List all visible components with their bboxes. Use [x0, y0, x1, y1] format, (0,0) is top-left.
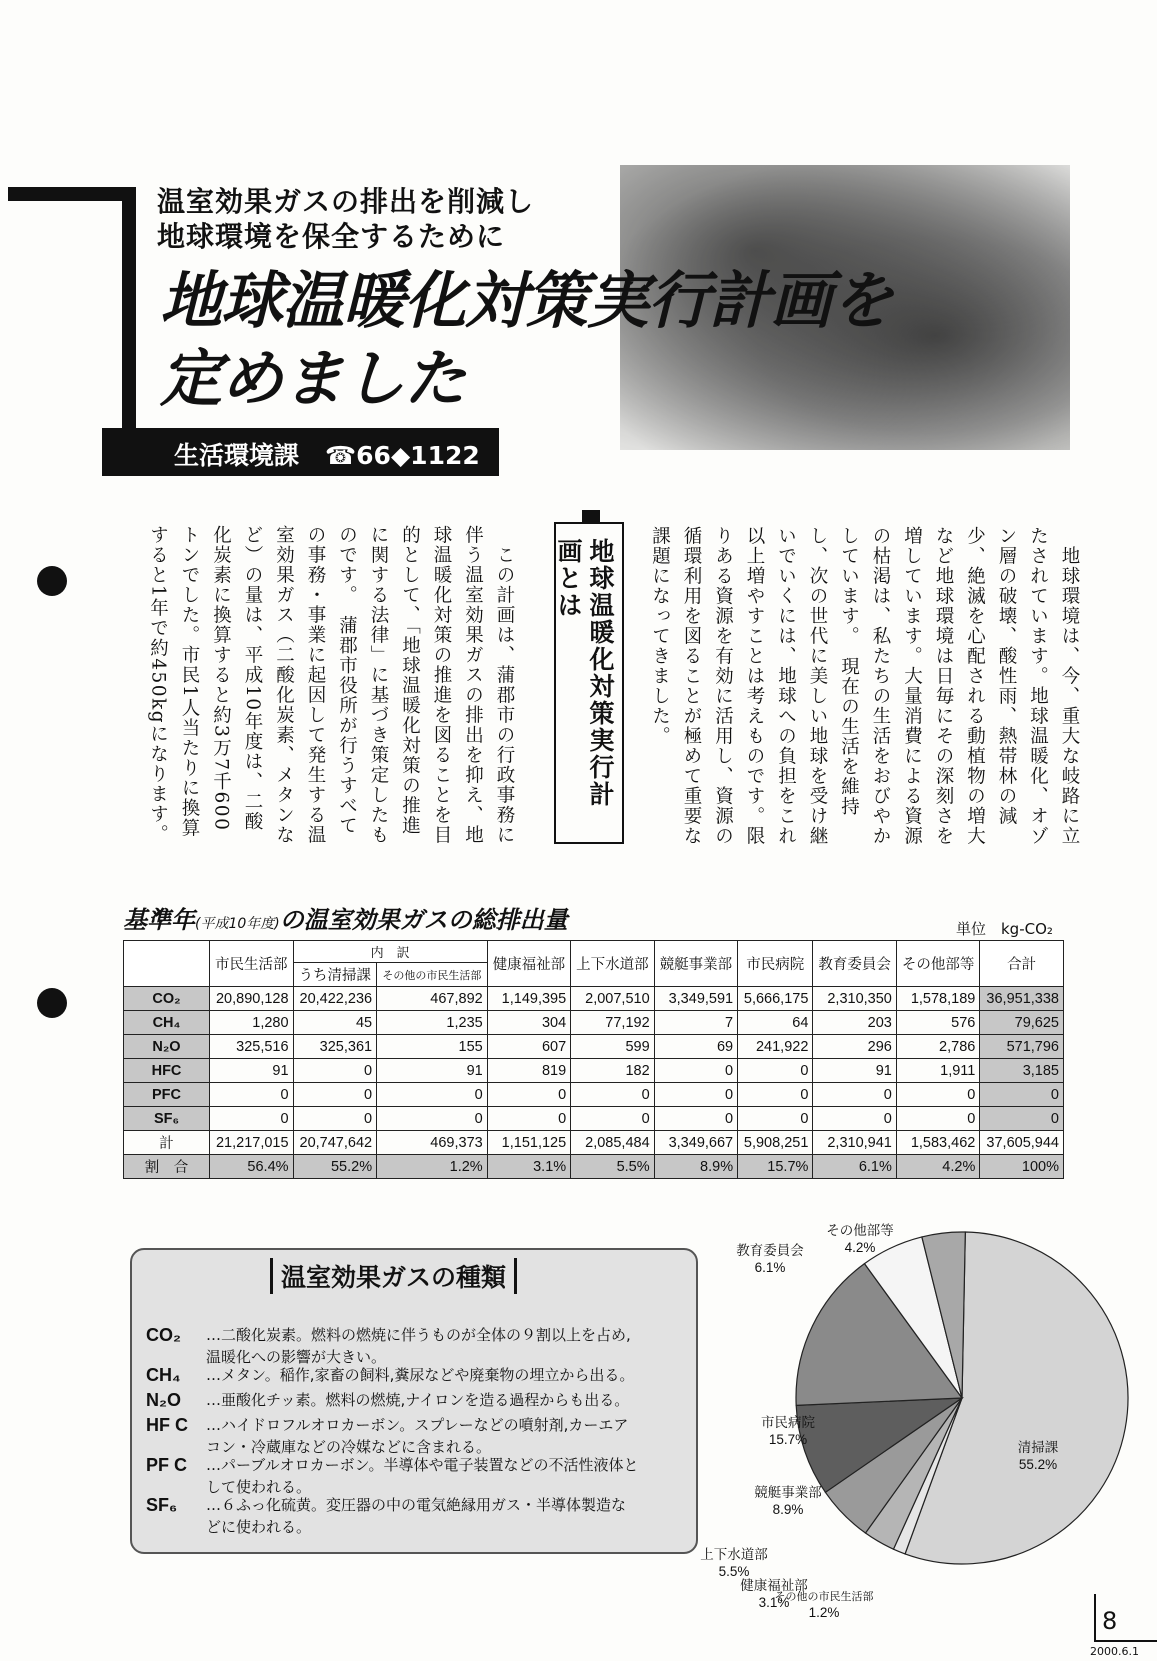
table-row: [124, 987, 1064, 1011]
gas-types-box: [130, 1248, 698, 1554]
table-cell: 467,892: [377, 987, 488, 1011]
gas-label: PFC: [124, 1083, 210, 1107]
binder-hole-1: [37, 566, 67, 596]
table-cell: 155: [377, 1035, 488, 1059]
gas-types-title: 温室効果ガスの種類: [270, 1258, 517, 1294]
pie-label: 教育委員会: [736, 1243, 804, 1258]
page-number: 8: [1102, 1607, 1118, 1635]
subtitle-line1: 温室効果ガスの排出を削減し: [157, 185, 535, 218]
table-cell: 0: [980, 1107, 1064, 1131]
ratio-label: 割 合: [124, 1155, 210, 1179]
table-cell: 64: [738, 1011, 813, 1035]
page-rule-vertical: [1094, 1594, 1096, 1642]
table-cell: 0: [377, 1107, 488, 1131]
table-cell: 0: [738, 1107, 813, 1131]
table-cell: 69: [654, 1035, 737, 1059]
table-cell: 0: [654, 1107, 737, 1131]
table-row: [124, 1059, 1064, 1083]
table-cell: 2,310,350: [813, 987, 896, 1011]
table-cell: 0: [571, 1107, 654, 1131]
table-row: [124, 1035, 1064, 1059]
table-cell: 2,786: [896, 1035, 979, 1059]
col-header: 競艇事業部: [654, 941, 737, 987]
table-cell: 325,361: [293, 1035, 377, 1059]
table-cell: 296: [813, 1035, 896, 1059]
department-name: 生活環境課: [174, 441, 300, 470]
table-cell: 0: [487, 1083, 570, 1107]
table-cell: 45: [293, 1011, 377, 1035]
pie-label: 市民病院: [761, 1415, 815, 1430]
section-heading: 地球温暖化対策実行計画とは: [554, 522, 624, 844]
gas-desc: …メタン。稲作,家畜の飼料,糞尿などや廃棄物の埋立から出る。: [206, 1366, 635, 1384]
ratio-row: 割 合 56.4% 55.2% 1.2% 3.1% 5.5% 8.9% 15.7% 6.1% 4.2% 100%: [124, 1155, 1064, 1179]
table-cell: 77,192: [571, 1011, 654, 1035]
gas-desc: …パーブルオロカーボン。半導体や電子装置などの不活性液体と して使われる。: [206, 1456, 639, 1496]
pie-value-label: 1.2%: [808, 1605, 840, 1620]
col-header: うち清掃課: [293, 963, 377, 987]
table-cell: 1,578,189: [896, 987, 979, 1011]
table-cell: 1,280: [210, 1011, 294, 1035]
pie-value-label: 15.7%: [768, 1432, 808, 1447]
col-header: 上下水道部: [571, 941, 654, 987]
table-cell: 91: [210, 1059, 294, 1083]
table-cell: 1,235: [377, 1011, 488, 1035]
table-cell: 0: [487, 1107, 570, 1131]
table-cell: 36,951,338: [980, 987, 1064, 1011]
gas-key: CH₄: [146, 1365, 181, 1385]
gas-label: CO₂: [124, 987, 210, 1011]
page-rule-horizontal: [1094, 1640, 1157, 1642]
table-cell: 0: [293, 1083, 377, 1107]
gas-desc: …亜酸化チッ素。燃料の燃焼,ナイロンを造る過程からも出る。: [206, 1391, 630, 1409]
gas-desc: …６ふっ化硫黄。変圧器の中の電気絶縁用ガス・半導体製造な どに使われる。: [206, 1496, 627, 1536]
corner-cell: [124, 941, 210, 987]
table-cell: 0: [293, 1059, 377, 1083]
table-row: [124, 1083, 1064, 1107]
col-header: 教育委員会: [813, 941, 896, 987]
gas-key: N₂O: [146, 1390, 181, 1410]
table-cell: 0: [654, 1083, 737, 1107]
total-row: 計 21,217,015 20,747,642 469,373 1,151,125 2,085,484 3,349,667 5,908,251 2,310,941 1,583,462 37,605,944: [124, 1131, 1064, 1155]
table-cell: 182: [571, 1059, 654, 1083]
pie-value-label: 4.2%: [844, 1240, 876, 1255]
pie-label: 上下水道部: [700, 1547, 768, 1562]
table-cell: 304: [487, 1011, 570, 1035]
pie-value-label: 55.2%: [1018, 1457, 1058, 1472]
title-line2: 定めました: [160, 342, 466, 415]
issue-date: 2000.6.1: [1090, 1645, 1139, 1658]
table-cell: 0: [654, 1059, 737, 1083]
table-cell: 91: [813, 1059, 896, 1083]
pie-label: 競艇事業部: [754, 1485, 822, 1500]
gas-label: CH₄: [124, 1011, 210, 1035]
table-cell: 0: [377, 1083, 488, 1107]
gas-label: N₂O: [124, 1035, 210, 1059]
gas-desc: …二酸化炭素。燃料の燃焼に伴うものが全体の９割以上を占め, 温暖化への影響が大きい。: [206, 1326, 631, 1366]
binder-hole-2: [37, 988, 67, 1018]
table-cell: 91: [377, 1059, 488, 1083]
table-cell: 0: [896, 1107, 979, 1131]
total-label: 計: [124, 1131, 210, 1155]
intro-column-b: この計画は、蒲郡市の行政事務に伴う温室効果ガスの排出を抑え、地球温暖化対策の推進を図ることを目的として、「地球温暖化対策の推進に関する法律」に基づき策定したものです。 蒲郡市役所が行うすべての事務・事業に起因して発生する温室効果ガス（二酸化炭素、メタンなど）の量は、平成10年度は、二酸化炭素に換算すると約3万7千600トンでした。市民1人当たりに換算すると1年で約450kgになります。: [147, 525, 515, 845]
table-cell: 576: [896, 1011, 979, 1035]
table-title: 基準年(平成10年度)の温室効果ガスの総排出量: [123, 906, 568, 934]
table-cell: 0: [813, 1083, 896, 1107]
pie-value-label: 6.1%: [754, 1260, 786, 1275]
table-cell: 7: [654, 1011, 737, 1035]
table-cell: 1,911: [896, 1059, 979, 1083]
pie-label: その他の市民生活部: [774, 1591, 874, 1603]
gas-label: SF₆: [124, 1107, 210, 1131]
table-cell: 20,422,236: [293, 987, 377, 1011]
table-cell: 0: [571, 1083, 654, 1107]
section-mark: [582, 510, 600, 522]
table-cell: 571,796: [980, 1035, 1064, 1059]
gas-key: PF C: [146, 1455, 188, 1475]
table-cell: 0: [293, 1107, 377, 1131]
emissions-table: [123, 940, 1064, 1179]
col-header: 合計: [980, 941, 1064, 987]
title-line1: 地球温暖化対策実行計画を: [160, 264, 893, 337]
table-cell: 241,922: [738, 1035, 813, 1059]
pie-label: 健康福祉部: [740, 1578, 808, 1593]
pie-value-label: 5.5%: [718, 1564, 750, 1579]
intro-column-a: 地球環境は、今、重大な岐路に立たされています。地球温暖化、オゾン層の破壊、酸性雨、熱帯林の減少、絶滅を心配される動植物の増大など地球環境は日毎にその深刻さを増しています。大量消費による資源の枯渇は、私たちの生活をおびやかしています。 現在の生活を維持し、次の世代に美しい地球を受け継いでいくには、地球への負担をこれ以上増やすことは考えものです。限りある資源を有効に活用し、資源の循環利用を図ることが極めて重要な課題になってきました。: [649, 526, 1080, 846]
table-cell: 0: [896, 1083, 979, 1107]
table-cell: 2,007,510: [571, 987, 654, 1011]
table-row: [124, 1107, 1064, 1131]
pie-value-label: 3.1%: [758, 1595, 790, 1610]
col-header: その他の市民生活部: [377, 963, 488, 987]
col-header: その他部等: [896, 941, 979, 987]
emissions-pie-chart: [700, 1222, 1148, 1620]
table-cell: 79,625: [980, 1011, 1064, 1035]
subtitle-line2: 地球環境を保全するために: [157, 220, 506, 253]
pie-value-label: 8.9%: [772, 1502, 804, 1517]
table-unit: 単位 kg-CO₂: [956, 920, 1053, 938]
gas-key: CO₂: [146, 1325, 181, 1345]
table-cell: 5,666,175: [738, 987, 813, 1011]
gas-label: HFC: [124, 1059, 210, 1083]
table-cell: 0: [813, 1107, 896, 1131]
table-cell: 819: [487, 1059, 570, 1083]
table-cell: 20,890,128: [210, 987, 294, 1011]
table-cell: 0: [210, 1083, 294, 1107]
phone-number: ☎66◆1122: [325, 441, 480, 470]
table-cell: 325,516: [210, 1035, 294, 1059]
table-cell: 0: [738, 1059, 813, 1083]
gas-key: SF₆: [146, 1495, 178, 1515]
col-header: 健康福祉部: [487, 941, 570, 987]
bracket-vertical: [122, 187, 136, 442]
table-cell: 1,149,395: [487, 987, 570, 1011]
table-cell: 0: [210, 1107, 294, 1131]
table-cell: 3,185: [980, 1059, 1064, 1083]
bracket-top: [8, 187, 136, 201]
page-title: [160, 262, 1060, 418]
table-cell: 607: [487, 1035, 570, 1059]
breakdown-header: 内 訳: [293, 941, 487, 963]
gas-desc: …ハイドロフルオロカーボン。スプレーなどの噴射剤,カーエア コン・冷蔵庫などの冷媒などに含まれる。: [206, 1416, 629, 1456]
table-row: [124, 1011, 1064, 1035]
gas-key: HF C: [146, 1415, 188, 1435]
table-cell: 203: [813, 1011, 896, 1035]
table-cell: 0: [738, 1083, 813, 1107]
table-cell: 599: [571, 1035, 654, 1059]
table-cell: 0: [980, 1083, 1064, 1107]
pie-label: その他部等: [826, 1223, 894, 1238]
table-cell: 3,349,591: [654, 987, 737, 1011]
pie-label: 清掃課: [1017, 1440, 1059, 1455]
col-header: 市民生活部: [210, 941, 294, 987]
col-header: 市民病院: [738, 941, 813, 987]
department-bar: [102, 428, 499, 476]
